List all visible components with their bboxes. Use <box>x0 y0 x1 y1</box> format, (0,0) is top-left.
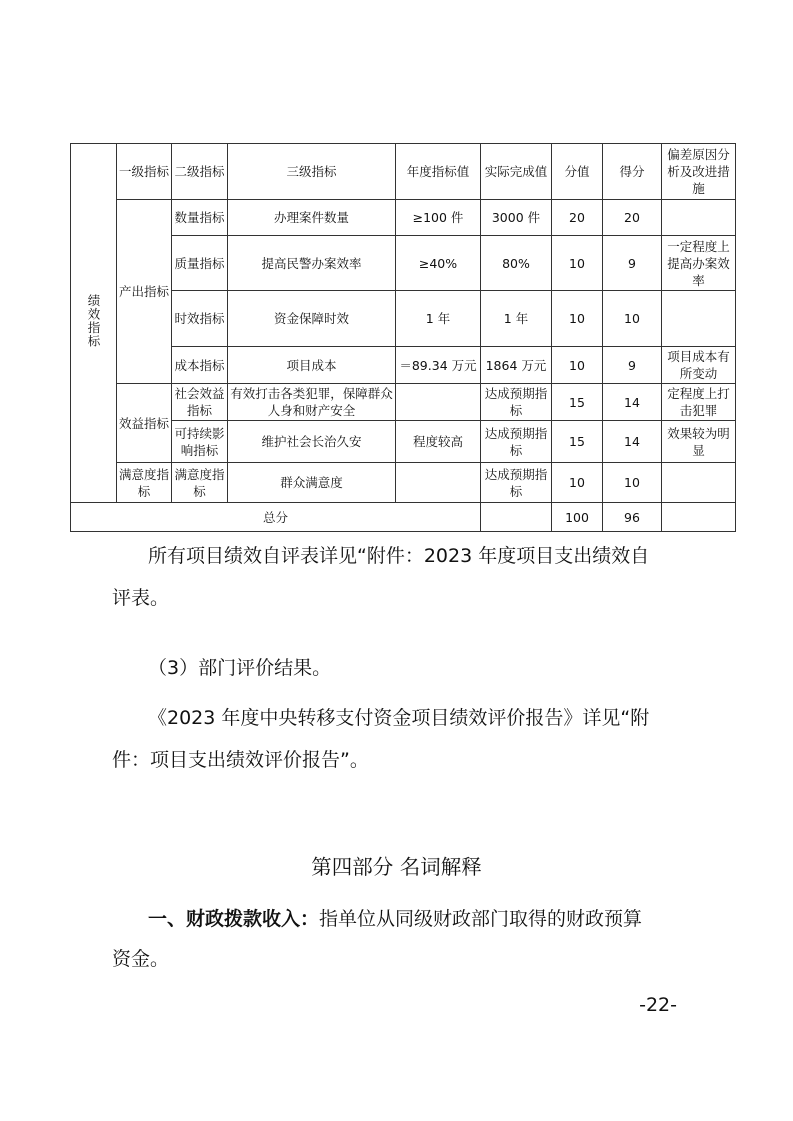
cell-score: 10 <box>603 291 662 347</box>
paragraph-2: （3）部门评价结果。 <box>148 657 332 679</box>
definition-line2: 资金。 <box>112 948 170 970</box>
cell-l2: 数量指标 <box>172 200 228 236</box>
cell-dev <box>662 463 736 503</box>
cell-l3: 群众满意度 <box>228 463 396 503</box>
header-level3: 三级指标 <box>228 144 396 200</box>
group-satisfaction: 满意度指标 <box>117 463 172 503</box>
cell-value: 15 <box>552 384 603 421</box>
cell-value: 15 <box>552 421 603 463</box>
header-level2: 二级指标 <box>172 144 228 200</box>
cell-actual: 1864 万元 <box>481 347 552 384</box>
group-output: 产出指标 <box>117 200 172 384</box>
cell-actual: 3000 件 <box>481 200 552 236</box>
header-score-value: 分值 <box>552 144 603 200</box>
cell-l2: 可持续影响指标 <box>172 421 228 463</box>
cell-value: 20 <box>552 200 603 236</box>
cell-l3: 维护社会长治久安 <box>228 421 396 463</box>
cell-score: 10 <box>603 463 662 503</box>
cell-l3: 资金保障时效 <box>228 291 396 347</box>
cell-dev <box>662 291 736 347</box>
cell-value: 10 <box>552 463 603 503</box>
cell-value: 10 <box>552 236 603 291</box>
cell-actual: 1 年 <box>481 291 552 347</box>
header-deviation: 偏差原因分析及改进措施 <box>662 144 736 200</box>
total-empty <box>481 503 552 532</box>
cell-l2: 社会效益指标 <box>172 384 228 421</box>
cell-actual: 80% <box>481 236 552 291</box>
cell-l3: 有效打击各类犯罪，保障群众人身和财产安全 <box>228 384 396 421</box>
cell-dev: 项目成本有所变动 <box>662 347 736 384</box>
cell-l3: 提高民警办案效率 <box>228 236 396 291</box>
cell-actual: 达成预期指标 <box>481 384 552 421</box>
cell-dev: 效果较为明显 <box>662 421 736 463</box>
cell-actual: 达成预期指标 <box>481 463 552 503</box>
table-row <box>71 384 736 421</box>
cell-dev: 一定程度上提高办案效率 <box>662 236 736 291</box>
paragraph-1-line2: 评表。 <box>112 587 170 609</box>
cell-score: 20 <box>603 200 662 236</box>
cell-target: 程度较高 <box>396 421 481 463</box>
cell-target <box>396 463 481 503</box>
cell-l2: 质量指标 <box>172 236 228 291</box>
definition-text: 指单位从同级财政部门取得的财政预算 <box>319 908 643 930</box>
cell-dev: 定程度上打击犯罪 <box>662 384 736 421</box>
cell-l3: 项目成本 <box>228 347 396 384</box>
cell-target: ≥100 件 <box>396 200 481 236</box>
definition-line1 <box>148 908 708 930</box>
definition-term: 一、财政拨款收入： <box>148 908 320 930</box>
cell-score: 14 <box>603 421 662 463</box>
cell-value: 10 <box>552 291 603 347</box>
cell-score: 9 <box>603 347 662 384</box>
section-heading: 第四部分 名词解释 <box>311 855 482 879</box>
header-score-got: 得分 <box>603 144 662 200</box>
paragraph-3-line2: 件：项目支出绩效评价报告”。 <box>112 749 369 771</box>
header-level1: 一级指标 <box>117 144 172 200</box>
cell-l2: 成本指标 <box>172 347 228 384</box>
outer-label-cell <box>71 144 117 503</box>
page-number: -22- <box>639 994 677 1016</box>
header-annual-target: 年度指标值 <box>396 144 481 200</box>
cell-target <box>396 384 481 421</box>
table-row <box>71 463 736 503</box>
cell-target: 1 年 <box>396 291 481 347</box>
total-score: 96 <box>603 503 662 532</box>
cell-l2: 时效指标 <box>172 291 228 347</box>
group-benefit: 效益指标 <box>117 384 172 463</box>
header-actual: 实际完成值 <box>481 144 552 200</box>
total-value: 100 <box>552 503 603 532</box>
paragraph-1-line1: 所有项目绩效自评表详见“附件：2023 年度项目支出绩效自 <box>148 545 650 567</box>
cell-score: 14 <box>603 384 662 421</box>
cell-actual: 达成预期指标 <box>481 421 552 463</box>
cell-dev <box>662 200 736 236</box>
cell-target: ＝89.34 万元 <box>396 347 481 384</box>
paragraph-3-line1: 《2023 年度中央转移支付资金项目绩效评价报告》详见“附 <box>148 707 650 729</box>
total-label: 总分 <box>71 503 481 532</box>
table-row <box>71 200 736 236</box>
total-row <box>71 503 736 532</box>
cell-target: ≥40% <box>396 236 481 291</box>
cell-l2: 满意度指标 <box>172 463 228 503</box>
cell-l3: 办理案件数量 <box>228 200 396 236</box>
cell-score: 9 <box>603 236 662 291</box>
cell-value: 10 <box>552 347 603 384</box>
total-dev <box>662 503 736 532</box>
outer-label: 绩效指标 <box>86 294 101 348</box>
performance-table <box>70 143 736 532</box>
